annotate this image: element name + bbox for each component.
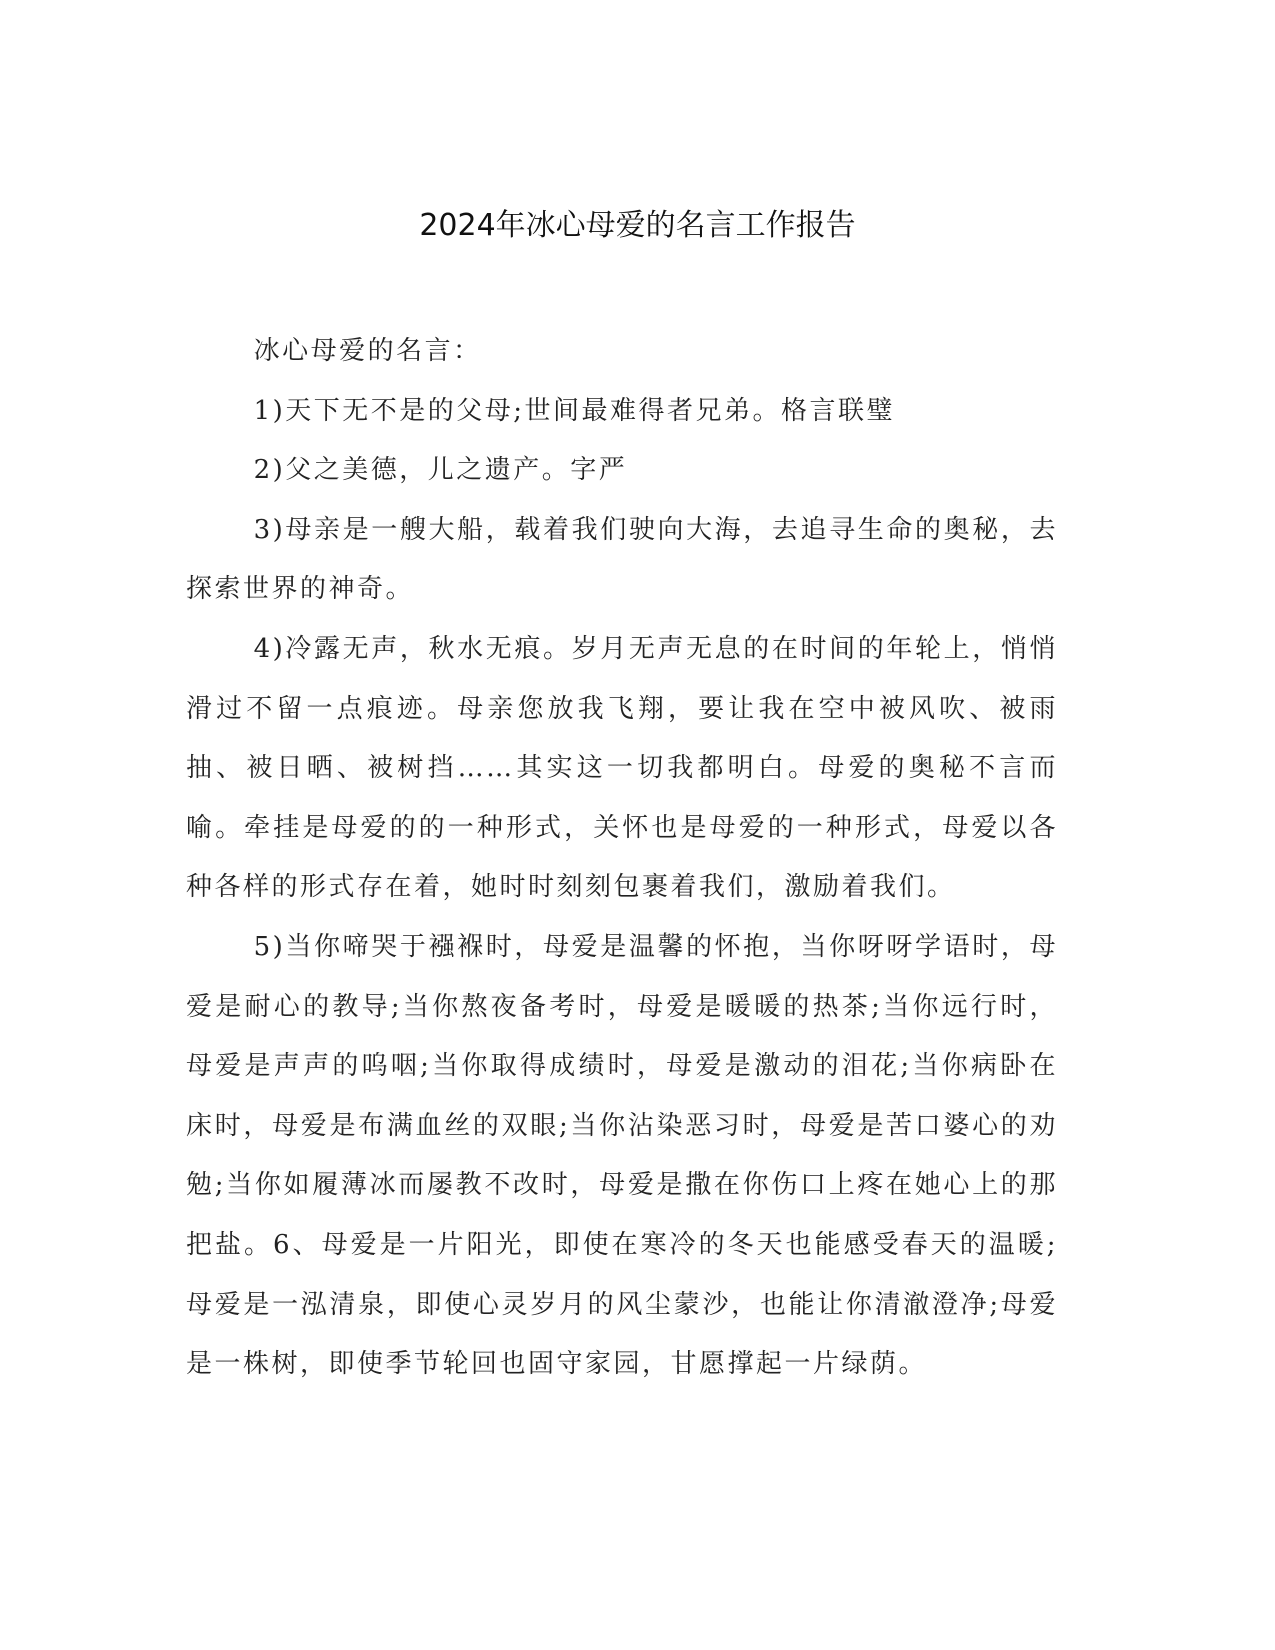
paragraph-quote-5: 5)当你啼哭于襁褓时，母爱是温馨的怀抱，当你呀呀学语时，母爱是耐心的教导;当你熬夜备考时，母爱是暖暖的热茶;当你远行时，母爱是声声的呜咽;当你取得成绩时，母爱是激动的泪花;当你病卧在床时，母爱是布满血丝的双眼;当你沾染恶习时，母爱是苦口婆心的劝勉;当你如履薄冰而屡教不改时，母爱是撒在你伤口上疼在她心上的那把盐。6、母爱是一片阳光，即使在寒冷的冬天也能感受春天的温暖;母爱是一泓清泉，即使心灵岁月的风尘蒙沙，也能让你清澈澄净;母爱是一株树，即使季节轮回也固守家园，甘愿撑起一片绿荫。 bbox=[186, 931, 1058, 1380]
paragraph-quote-1: 1)天下无不是的父母;世间最难得者兄弟。格言联璧 bbox=[253, 395, 896, 426]
paragraph-quote-2: 2)父之美德，儿之遗产。字严 bbox=[253, 455, 628, 486]
paragraph-quote-4: 4)冷露无声，秋水无痕。岁月无声无息的在时间的年轮上，悄悄滑过不留一点痕迹。母亲您放我飞翔，要让我在空中被风吹、被雨抽、被日晒、被树挡……其实这一切我都明白。母爱的奥秘不言而喻。牵挂是母爱的的一种形式，关怀也是母爱的一种形式，母爱以各种各样的形式存在着，她时时刻刻包裹着我们，激励着我们。 bbox=[186, 633, 1058, 903]
paragraph-intro: 冰心母爱的名言： bbox=[253, 336, 482, 366]
document-title: 2024年冰心母爱的名言工作报告 bbox=[419, 208, 856, 243]
paragraph-quote-3: 3)母亲是一艘大船，载着我们驶向大海，去追寻生命的奥秘，去探索世界的神奇。 bbox=[186, 514, 1058, 605]
document-body bbox=[186, 322, 1058, 1395]
